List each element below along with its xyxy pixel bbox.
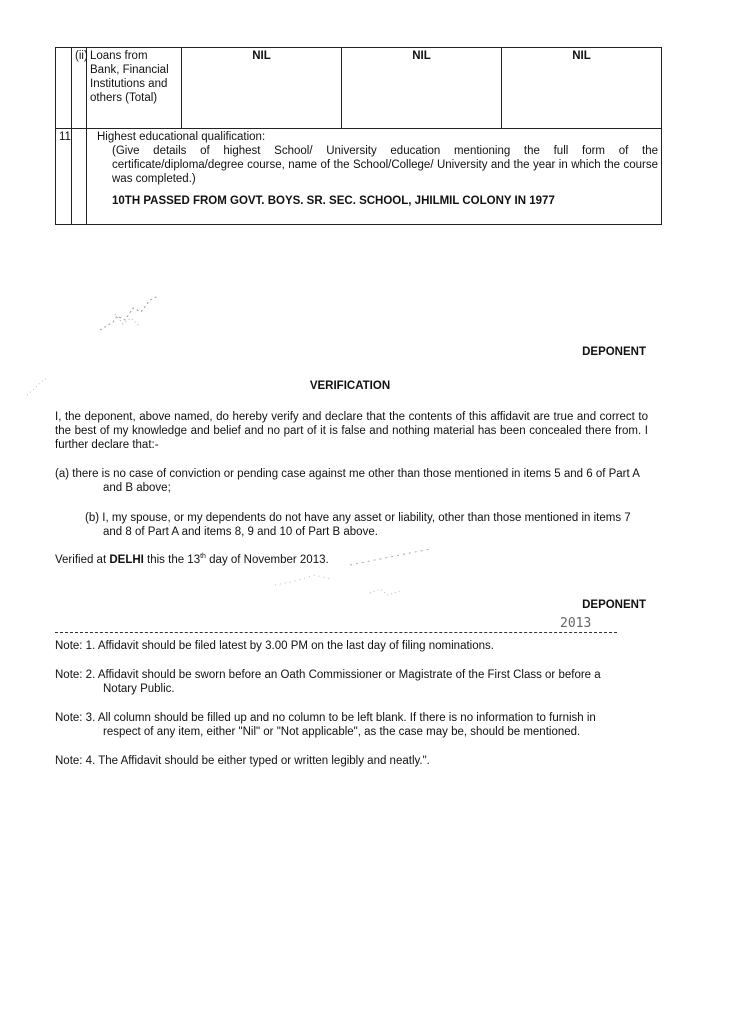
education-row-sub-cell (72, 129, 87, 225)
note-3 (55, 711, 630, 739)
education-instruction: (Give details of highest School/ University education mentioning the full form of the certificate/diploma/degree course, name of the School/College/ University and the year in which the course was completed.) (112, 145, 658, 185)
note-3-text: Note: 3. All column should be filled up and no column to be left blank. If there is no information to furnish in respect of any item, either "Nil" or "Not applicable", as the case may be, should be mentioned. (55, 712, 596, 738)
education-row-number: 11 (56, 129, 72, 225)
note-2-text: Note: 2. Affidavit should be sworn before an Oath Commissioner or Magistrate of the First Class or before a Notary Public. (55, 669, 601, 695)
verified-prefix: Verified at (55, 554, 110, 566)
verification-item-a (55, 467, 648, 495)
signature-scribble-1 (95, 290, 170, 335)
verification-title: VERIFICATION (309, 380, 391, 392)
education-row-content (87, 129, 662, 225)
verification-item-b (85, 511, 633, 539)
assets-table (55, 47, 662, 225)
loans-value-spouse: NIL (342, 48, 502, 129)
verified-mid: this the 13 (143, 554, 201, 566)
note-4: Note: 4. The Affidavit should be either typed or written legibly and neatly.". (55, 755, 430, 767)
loans-row-sub-index: (ii) (72, 48, 87, 129)
education-answer: 10TH PASSED FROM GOVT. BOYS. SR. SEC. SCHOOL, JHILMIL COLONY IN 1977 (112, 195, 555, 207)
verification-intro: I, the deponent, above named, do hereby verify and declare that the contents of this affidavit are true and correct to the best of my knowledge and belief and no part of it is false and nothing material has been concealed there from. I further declare that:- (55, 411, 648, 451)
deponent-label-2: DEPONENT (582, 599, 646, 611)
education-row (56, 129, 662, 225)
verified-suffix: day of November 2013. (205, 554, 329, 566)
loans-value-dependents: NIL (502, 48, 662, 129)
note-1: Note: 1. Affidavit should be filed latest by 3.00 PM on the last day of filing nominations. (55, 640, 494, 652)
loans-row-label: Loans from Bank, Financial Institutions and others (Total) (87, 48, 182, 129)
education-heading: Highest educational qualification: (97, 131, 266, 143)
loans-row (56, 48, 662, 129)
verification-item-b-text: (b) I, my spouse, or my dependents do not have any asset or liability, other than those mentioned in items 7 and 8 of Part A and items 8, 9 and 10 of Part B above. (85, 512, 631, 538)
loans-value-self: NIL (182, 48, 342, 129)
separator-line (55, 632, 617, 633)
loans-row-number-cell (56, 48, 72, 129)
note-2 (55, 668, 635, 696)
verified-sup: th (200, 553, 206, 561)
verification-item-a-text: (a) there is no case of conviction or pending case against me other than those mentioned in items 5 and 6 of Part A and B above; (55, 468, 640, 494)
deponent-label-1: DEPONENT (582, 346, 646, 358)
signature-scribble-2 (270, 545, 470, 605)
verified-place: DELHI (109, 554, 144, 566)
stamp-year: 2013 (560, 616, 592, 631)
